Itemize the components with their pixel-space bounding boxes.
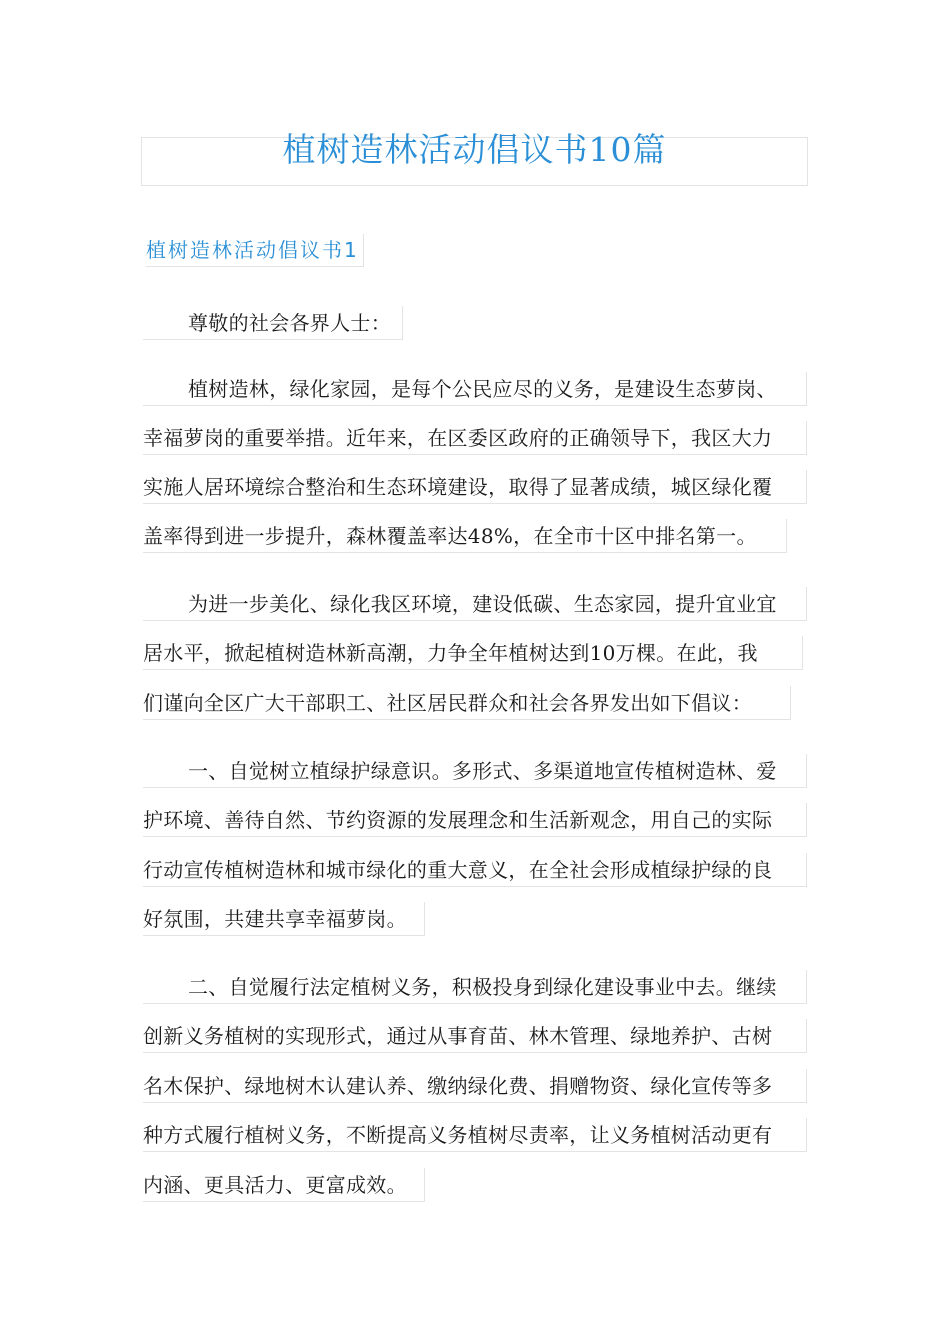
salutation-line: 尊敬的社会各界人士： [143,306,403,340]
paragraph-line: 名木保护、绿地树木认建认养、缴纳绿化费、捐赠物资、绿化宣传等多 [143,1069,807,1103]
paragraph-line: 种方式履行植树义务，不断提高义务植树尽责率，让义务植树活动更有 [143,1118,807,1152]
paragraph-line: 为进一步美化、绿化我区环境，建设低碳、生态家园，提升宜业宜 [143,587,807,621]
paragraph-line: 盖率得到进一步提升，森林覆盖率达48%，在全市十区中排名第一。 [143,519,787,553]
paragraph-line: 实施人居环境综合整治和生态环境建设，取得了显著成绩，城区绿化覆 [143,470,807,504]
section-heading: 植树造林活动倡议书1 [146,234,364,267]
paragraph-line: 二、自觉履行法定植树义务，积极投身到绿化建设事业中去。继续 [143,970,807,1004]
paragraph-line: 护环境、善待自然、节约资源的发展理念和生活新观念，用自己的实际 [143,803,807,837]
paragraph-line: 好氛围，共建共享幸福萝岗。 [143,902,425,936]
paragraph-line: 行动宣传植树造林和城市绿化的重大意义，在全社会形成植绿护绿的良 [143,853,807,887]
paragraph-line: 植树造林，绿化家园，是每个公民应尽的义务，是建设生态萝岗、 [143,372,807,406]
paragraph-line: 创新义务植树的实现形式，通过从事育苗、林木管理、绿地养护、古树 [143,1019,807,1053]
paragraph-line: 居水平，掀起植树造林新高潮，力争全年植树达到10万棵。在此，我 [143,636,803,670]
document-title: 植树造林活动倡议书10篇 [282,130,667,169]
paragraph-line: 幸福萝岗的重要举措。近年来，在区委区政府的正确领导下，我区大力 [143,421,807,455]
paragraph-line: 一、自觉树立植绿护绿意识。多形式、多渠道地宣传植树造林、爱 [143,754,807,788]
paragraph-line: 们谨向全区广大干部职工、社区居民群众和社会各界发出如下倡议： [143,686,791,720]
paragraph-line: 内涵、更具活力、更富成效。 [143,1168,425,1202]
